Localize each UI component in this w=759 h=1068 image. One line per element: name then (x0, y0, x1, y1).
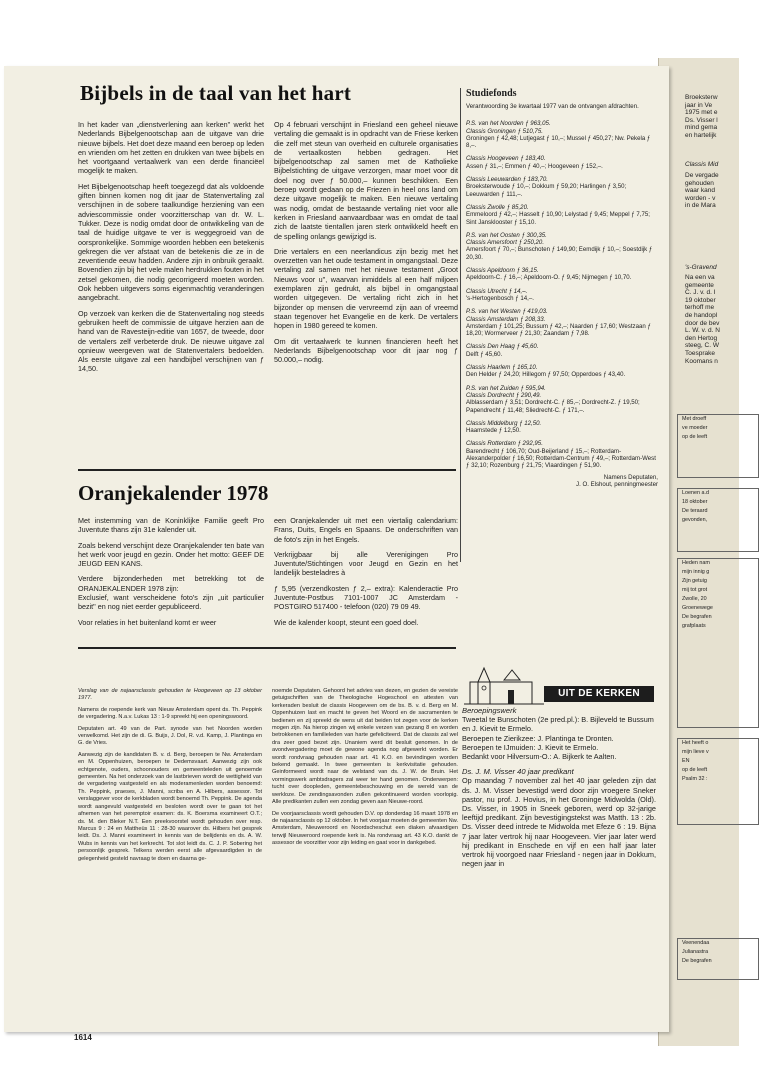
obituary-line: Psalm 32 : (682, 776, 708, 782)
page2-line: 1975 met e (685, 109, 718, 117)
paragraph: Deputaten art. 49 van de Part. synode van het Noorden worden verwelkomd. Het zijn de di. G. Buijs, J. Dol, R. v.d. Kamp, J. Plantinga en G. de Vries. (78, 725, 262, 747)
studiefonds-entry (466, 420, 658, 435)
paragraph: Zoals bekend verschijnt deze Oranjekalender ten bate van het werk voor jeugd en gezin. Onder het motto: GEEF DE JEUGD EEN KANS. (78, 540, 264, 569)
paragraph: Op 4 februari verschijnt in Friesland een geheel nieuwe vertaling die gemaakt is in opdracht van de Friese kerken die zelf met steun van overheid en culturele organisaties de vertaalkosten hebben gedragen. Het bijbelgenootschap zal samen met de Katholieke Bijbelstichting de uitgave verzorgen, maar moet voor dit doel nog over ƒ 50.000,– kunnen beschikken. Een beroep wordt gedaan op de Friezen in heel ons land om deze uitgave mogelijk te maken. Een nieuwe vertaling was nodig, omdat de bestaande vertaling niet voor alle kerken in Friesland aanvaardbaar was en omdat de taal zich de laatste tientallen jaren sterk ontwikkeld heeft en de spelling onlangs gewijzigd is. (274, 120, 458, 241)
studiefonds-entry-heading: Classis Zwolle ƒ 85,20. (466, 203, 529, 211)
section-rule-2 (78, 647, 456, 649)
studiefonds-entry-heading: P.S. van het Zuiden ƒ 595,94. Classis Dordrecht ƒ 290,49. (466, 384, 546, 399)
column-divider (460, 88, 461, 562)
studiefonds-intro: Verantwoording 3e kwartaal 1977 van de ontvangen afdrachten. (466, 103, 639, 110)
uit-de-kerken-label: UIT DE KERKEN (544, 686, 654, 702)
article-oranje-col1 (78, 516, 264, 633)
studiefonds-entry (466, 385, 658, 414)
obituary-line: Loenen a.d (682, 490, 709, 496)
studiefonds-entry-heading: Classis Middelburg ƒ 12,50. (466, 419, 542, 427)
studiefonds-entry-body: 's-Hertogenbosch ƒ 14,–. (466, 294, 534, 302)
studiefonds-entry-body: Den Helder ƒ 24,20; Hillegom ƒ 97,50; Opperdoes ƒ 43,40. (466, 371, 626, 379)
studiefonds-title: Studiefonds (466, 88, 517, 99)
page2-line: gehouden (685, 179, 714, 187)
studiefonds-entry-heading: P.S. van het Oosten ƒ 300,35. Classis Amersfoort ƒ 250,20. (466, 231, 547, 247)
paragraph: noemde Deputaten. Gehoord het advies van dezen, en gezien de vereiste getuigschriften van de Theologische Hogeschool en attesten van kerkeraden besluit de classis Hoogeveen om de bs. B. v. d. Berg en M. Oppenhuizen last en macht te geven het Woord en de sacramenten te bedienen en zij spreekt de wens uit dat beiden tot zegen voor de kerken mogen zijn. Na hierop zingen wij enkele verzen van gezang 8 en worden betrokkenen en familieleden van harte gefeliciteerd. Dat de classis zal wel dra zeer goed bezet zijn. Unaniem werd dit besluit genomen. In de avondvergadering moet de gewone agenda nog afgewerkt worden. Er wordt rondvraag gehouden naar art. 41 K.O. en bevindingen worden bekend gemaakt. In twee gemeenten is kerkvisitatie gehouden. Geinformeerd wordt naar de welstand van ds. J. W. de Bruin. Het vormingswerk ambtsdragers zal weer ter hand genomen. Onderwerpen: tucht over doopleden, gemeentebeschouwing en de wereld van de werkloze. De zendingsavonden zullen gekontinueerd worden voorlopig. Alle predikanten zullen een zondag geven aan Nieuwe-roord. (272, 688, 458, 806)
studiefonds-signature: Namens Deputaten, J. O. Elshout, penningmeester (576, 473, 658, 488)
next-page-edge (658, 58, 739, 1046)
obituary-line: EN (682, 758, 690, 764)
studiefonds-entry (466, 440, 658, 469)
studiefonds-entry-body: Broeksterwoude ƒ 10,–; Dokkum ƒ 59,20; Harlingen ƒ 3,50; Leeuwarden ƒ 111,–. (466, 183, 627, 198)
page-number: 1614 (74, 1033, 92, 1042)
paragraph: een Oranjekalender uit met een viertalig calendarium: Frans, Duits, Engels en Spaans. De onderschriften van de foto's zijn in het Engels. (274, 516, 458, 544)
page2-line: Toesprake (685, 349, 715, 357)
studiefonds-entry-body: Emmeloord ƒ 42,–; Hasselt ƒ 10,90; Lelystad ƒ 9,45; Meppel ƒ 7,75; Sint Jansklooster ƒ 15,10. (466, 211, 650, 226)
article-bijbels-col1 (78, 120, 264, 380)
paragraph: Met instemming van de Koninklijke Familie geeft Pro Juventute thans zijn 31e kalender uit. (78, 516, 264, 535)
studiefonds-list (466, 103, 658, 488)
beroepingswerk-line: Beroepen te Zierikzee: J. Plantinga te Dronten. (462, 733, 614, 743)
p2-lines1 (685, 94, 718, 140)
page2-line: den Hertog (685, 334, 718, 342)
obituary-line: mij tot grot (682, 587, 708, 593)
page2-line: Koomans n (685, 357, 718, 365)
obituary-line: Met droeff (682, 416, 707, 422)
page2-line: door de bev (685, 319, 720, 327)
article-oranje-col2 (274, 516, 458, 633)
studiefonds-entry (466, 120, 658, 149)
studiefonds-entry-body: Alblasserdam ƒ 3,51; Dordrecht-C. ƒ 85,–; Dordrecht-Z. ƒ 19,50; Papendrecht ƒ 11,48; Sliedrecht-C. ƒ 171,–. (466, 399, 640, 414)
studiefonds-entry (466, 176, 658, 198)
obituary-box (677, 414, 759, 478)
obituary-line: gevonden, (682, 517, 708, 523)
p2-classis-heading: Classis Mid (685, 161, 719, 168)
studiefonds-entry (466, 155, 658, 170)
paragraph: De voorjaarsclassis wordt gehouden D.V. op donderdag 16 maart 1978 en de najaarsclassis op 12 oktober. In het voorjaar moeten de gemeenten Nw. Amsterdam, Nieuweroord en Noordscheschut een diaken afvaardigen terwijl Nieuweroord roepende kerk is. Na rondvraag art. 43 K.O. dankt de assessor de voorzitter voor zijn leiding en gaat voor in dankgebed. (272, 810, 458, 847)
studiefonds-entry-body: Haamstede ƒ 12,50. (466, 427, 521, 435)
beroepingswerk-line: Beroepen te IJmuiden: J. Kievit te Ermelo. (462, 742, 599, 752)
studiefonds-entry-body: Apeldoorn-C. ƒ 16,–; Apeldoorn-O. ƒ 9,45; Nijmegen ƒ 10,70. (466, 274, 632, 282)
studiefonds-entry (466, 308, 658, 337)
studiefonds-entry-body: Delft ƒ 45,60. (466, 350, 503, 358)
obituary-line: op de leeft (682, 767, 708, 773)
paragraph: Wie de kalender koopt, steunt een goed doel. (274, 617, 419, 627)
obituary-line: Heden nam (682, 560, 710, 566)
page2-line: Na een va (685, 274, 715, 281)
page2-line: L. W. v. d. N (685, 327, 720, 335)
paragraph: ƒ 5,95 (verzendkosten ƒ 2,– extra): Kalenderactie Pro Juventute-Postbus 7101-1007 JC Amsterdam - POSTGIRO 517400 - telefoon (020) 79 09 49. (274, 583, 458, 612)
page2-line: terhoff me (685, 304, 715, 312)
paragraph: Drie vertalers en een neerlandicus zijn bezig met het overzetten van het oude testament in omgangstaal. Deze vertaling zal samen met het nieuwe testament „Groot Nieuws voor u", waarvan inmiddels al een half miljoen exemplaren zijn gedrukt, als bijbel in omgangstaal worden uitgegeven. De vertaling richt zich in het bijzonder op mensen die vervreemd zijn aan of vreemd staan tegenover het Evangelie en de kerk. De vertalers hopen in 1980 gereed te komen. (274, 246, 458, 331)
studiefonds-entry-heading: Classis Rotterdam ƒ 292,95. (466, 440, 543, 448)
paragraph: Verkrijgbaar bij alle Verenigingen Pro Juventute/Stichtingen voor Jeugd en Gezin en het landelijk besteladres à (274, 549, 458, 578)
studiefonds-entry-body: Amsterdam ƒ 101,25; Bussum ƒ 42,–; Naarden ƒ 17,60; Westzaan ƒ 18,20; Wormerveer ƒ 21,30; Zaandam ƒ 7,98. (466, 322, 651, 338)
paragraph: Namens de roepende kerk van Nieuw Amsterdam opent ds. Th. Peppink de vergadering. N.a.v. Lukas 13 : 1-9 spreekt hij een openingswoord. (78, 706, 262, 721)
page2-line: De vergade (685, 172, 719, 179)
paragraph: In het kader van „dienstverlening aan kerken" werkt het Nederlands Bijbelgenootschap aan de uitgave van drie nieuwe bijbels. Het doet deze maand een beroep op leden en vrienden om het zetten en drukken van twee bijbels en het voortgaand vertaalwerk van een derde financiëel mogelijk te maken. (78, 120, 264, 176)
page2-line: in de Mara (685, 202, 716, 210)
page2-line: de handopl (685, 311, 718, 319)
page2-line: en hartelijk (685, 131, 717, 139)
studiefonds-entry (466, 288, 658, 303)
page2-line: mind gema (685, 124, 718, 132)
page2-line: 19 oktober (685, 296, 716, 304)
obituary-box (677, 488, 759, 552)
magazine-page (4, 66, 669, 1042)
obituary-line: Veenendaa (682, 940, 710, 946)
verslag-col2 (272, 688, 458, 852)
page2-line: jaar in Ve (685, 101, 713, 109)
section-rule (78, 469, 456, 471)
beroepingswerk-line: Tweetal te Bunschoten (2e pred.pl.): B. Bijleveld te Bussum en J. Kievit te Ermelo. (462, 715, 654, 734)
church-icon (464, 666, 544, 706)
paragraph: Verdere bijzonderheden met betrekking tot de ORANJEKALENDER 1978 zijn: Exclusief, want verscheidene foto's zijn „uit particulier bezit" en nog niet eerder gepubliceerd. (78, 574, 264, 612)
studiefonds-entry (466, 364, 658, 379)
page2-line: C. J. v. d. I (685, 289, 716, 297)
obituary-line: op de leeft (682, 434, 708, 440)
obituary-line: mijn innig g (682, 569, 710, 575)
obituary-line: Julianastra (682, 949, 709, 955)
visser-text: Op maandag 7 november zal het 40 jaar geleden zijn dat ds. J. M. Visser bevestigd werd door zijn vroegere Sneker pastor, nu prof. J. Hovius, in het Groninge Midwolda (Old). Ds. Visser, in 1905 in Sneek geboren, werd op 32-jarige leeftijd predikant. Zijn bevestigingstekst was Matth. 13 : 2b. Ds. Visser deed intrede te Midwolda met Efeze 6 : 19. Bijna 7 jaar later vertrok hij naar Hoogeveen. Vier jaar later werd hij predikant in Enschede en vijf en een half jaar later vertrok hij voorgoed naar Friesland - negen jaar in Dokkum, negen jaar in (462, 776, 656, 869)
obituary-box (677, 738, 759, 825)
paragraph: Aanwezig zijn de kandidaten B. v. d. Berg, beroepen te Nw. Amsterdam en M. Oppenhuizen, beroepen te Dedemsvaart. Aanwezig zijn ook echtgenote, ouders, schoonouders en gemeenteleden uit genoemde gemeenten. Na het onderzoek van de lastbrieven wordt de wettigheid van de vergadering vastgesteld en als moderamenleden worden benoemd: Th. Peppink, praeses, J. Manni, scriba en A. Hilbers, assessor. Tot verslaggever voor de kerkbladen wordt benoemd Th. Peppink. De agenda wordt aangevuld vastgesteld en besloten wordt over te gaan tot het afnemen van het peremptoir examen: ds. K. Boersma examineert O.T.; ds. M. den Bleker N.T. Een preekvoorstel wordt gehouden over resp. Marcus 9 : 24 en Mattheüs 11 : 28-30 waarover ds. Hilbers het gesprek leidt. Ds. J. Manni examineert in kennis van de belijdenis en ds. A. W. Wubs in kennis van het kerkrecht. Tot slot leidt ds. C. J. P. Sobering het persoonlijk gesprek. Telkens werden eerst alle afgevaardigden in de gelegenheid gesteld navraag te doen en daarna ge- (78, 751, 262, 862)
obituary-line: De teraard (682, 508, 708, 514)
studiefonds-entry-body: Assen ƒ 31,–; Emmen ƒ 40,–; Hoogeveen ƒ 152,–. (466, 162, 603, 170)
obituary-line: De begrafen (682, 614, 712, 620)
obituary-box (677, 938, 759, 980)
studiefonds-entry-body: Groningen ƒ 42,48; Lutjegast ƒ 10,–; Mussel ƒ 450,27; Nw. Pekela ƒ 8,–. (466, 134, 651, 150)
studiefonds-entry (466, 267, 658, 282)
page2-line: gemeente (685, 281, 714, 289)
obituary-line: Zijn getuig (682, 578, 707, 584)
page2-line: waar kand (685, 187, 715, 195)
studiefonds-entry-heading: Classis Apeldoorn ƒ 36,15. (466, 267, 539, 275)
p2-gravend-heading: 's-Gravend (685, 264, 717, 271)
studiefonds-entry-heading: Classis Haarlem ƒ 165,10. (466, 364, 538, 372)
article-title-oranjekalender: Oranjekalender 1978 (78, 481, 269, 505)
studiefonds-entry (466, 343, 658, 358)
verslag-col1 (78, 688, 262, 867)
obituary-line: mijn lieve v (682, 749, 709, 755)
studiefonds-entry-heading: Classis Hoogeveen ƒ 183,40. (466, 155, 546, 163)
paragraph: Om dit vertaalwerk te kunnen financieren heeft het Nederlands Bijbelgenootschap voor dit jaar nog ƒ 50.000,– nodig. (274, 336, 458, 365)
uit-de-kerken-banner (464, 674, 654, 704)
uit-de-kerken-content (462, 706, 656, 874)
p2-lines2 (685, 172, 719, 210)
obituary-line: Groenewege (682, 605, 713, 611)
obituary-line: grafplaats (682, 623, 706, 629)
article-title-bijbels: Bijbels in de taal van het hart (80, 81, 352, 105)
page2-line: steeg, C. W (685, 342, 719, 350)
visser-title: Ds. J. M. Visser 40 jaar predikant (462, 767, 574, 777)
verslag-heading: Verslag van de najaarsclassis gehouden te Hoogeveen op 13 oktober 1977. (78, 688, 262, 702)
obituary-line: 18 oktober (682, 499, 708, 505)
studiefonds-entry (466, 232, 658, 261)
studiefonds-entry-heading: P.S. van het Westen ƒ 419,03. Classis Amsterdam ƒ 208,33. (466, 308, 548, 323)
page2-line: Ds. Visser l (685, 116, 718, 124)
studiefonds-entry-heading: Classis Leeuwarden ƒ 183,70. (466, 176, 548, 184)
obituary-line: Het heeft o (682, 740, 709, 746)
studiefonds-entry-heading: Classis Utrecht ƒ 14,–. (466, 287, 528, 295)
p2-lines3 (685, 274, 720, 365)
obituary-line: De begrafen (682, 958, 712, 964)
paragraph: Het Bijbelgenootschap heeft toegezegd dat als voldoende giften binnen komen nog dit jaar de Statenvertaling zal verschijnen in de sobere taalkundige herziening van een adviescommissie onder voorzitterschap van dr. W. L. Tukker. Deze is nodig omdat door de ontwikkeling van de taal de huidige uitgave te ver is weggegroeid van de oorspronkelijke. Sommige woorden hebben een betekenis gekregen die ver afstaat van de betekenis die ze in de zeventiende eeuw hadden. Andere zijn in onbruik geraakt. Bovendien zijn bij het vele malen herdrukken fouten in het zetsel gekomen, die nodig gecorrigeerd moeten worden. Ook hebben uitgevers soms eigenmachtig veranderingen aangebracht. (78, 181, 264, 303)
studiefonds-entry-heading: P.S. van het Noorden ƒ 963,05. Classis Groningen ƒ 510,75. (466, 120, 551, 135)
paragraph: Op verzoek van kerken die de Statenvertaling nog steeds gebruiken heeft de commissie de uitgave herzien aan de hand van de Ravesteijn-editie van 1657, de tweede, door de vertalers zelf verbeterde druk. De nieuwe uitgave zal opnieuw weergeven wat de Statenvertalers bedoelden. Als eerste uitgave zal een handbijbel verschijnen van ƒ 14,50. (78, 308, 264, 374)
paragraph: Voor relaties in het buitenland komt er weer (78, 617, 217, 627)
beroepingswerk-line: Bedankt voor Hilversum-O.: A. Bijkerk te Aalten. (462, 752, 617, 762)
page2-line: worden - v (685, 194, 716, 202)
studiefonds-entry-body: Barendrecht ƒ 106,70; Oud-Beijerland ƒ 15,–; Rotterdam-Alexanderpolder ƒ 16,50; Rotterdam-Centrum ƒ 49,–; Rotterdam-West ƒ 32,10; Rozenburg ƒ 21,75; Vlaardingen ƒ 51,90. (466, 447, 656, 470)
studiefonds-entry-heading: Classis Den Haag ƒ 45,60. (466, 343, 539, 351)
beroepingswerk-title: Beroepingswerk (462, 706, 517, 715)
page2-line: Broeksterw (685, 94, 718, 101)
article-bijbels-col2 (274, 120, 458, 370)
obituary-line: Zwolle, 20 (682, 596, 707, 602)
studiefonds-entry-body: Amersfoort ƒ 70,–; Bunschoten ƒ 149,90; Eemdijk ƒ 10,–; Soestdijk ƒ 20,30. (466, 246, 653, 261)
studiefonds-entry (466, 204, 658, 226)
obituary-line: ve moeder (682, 425, 708, 431)
obituary-box (677, 558, 759, 728)
